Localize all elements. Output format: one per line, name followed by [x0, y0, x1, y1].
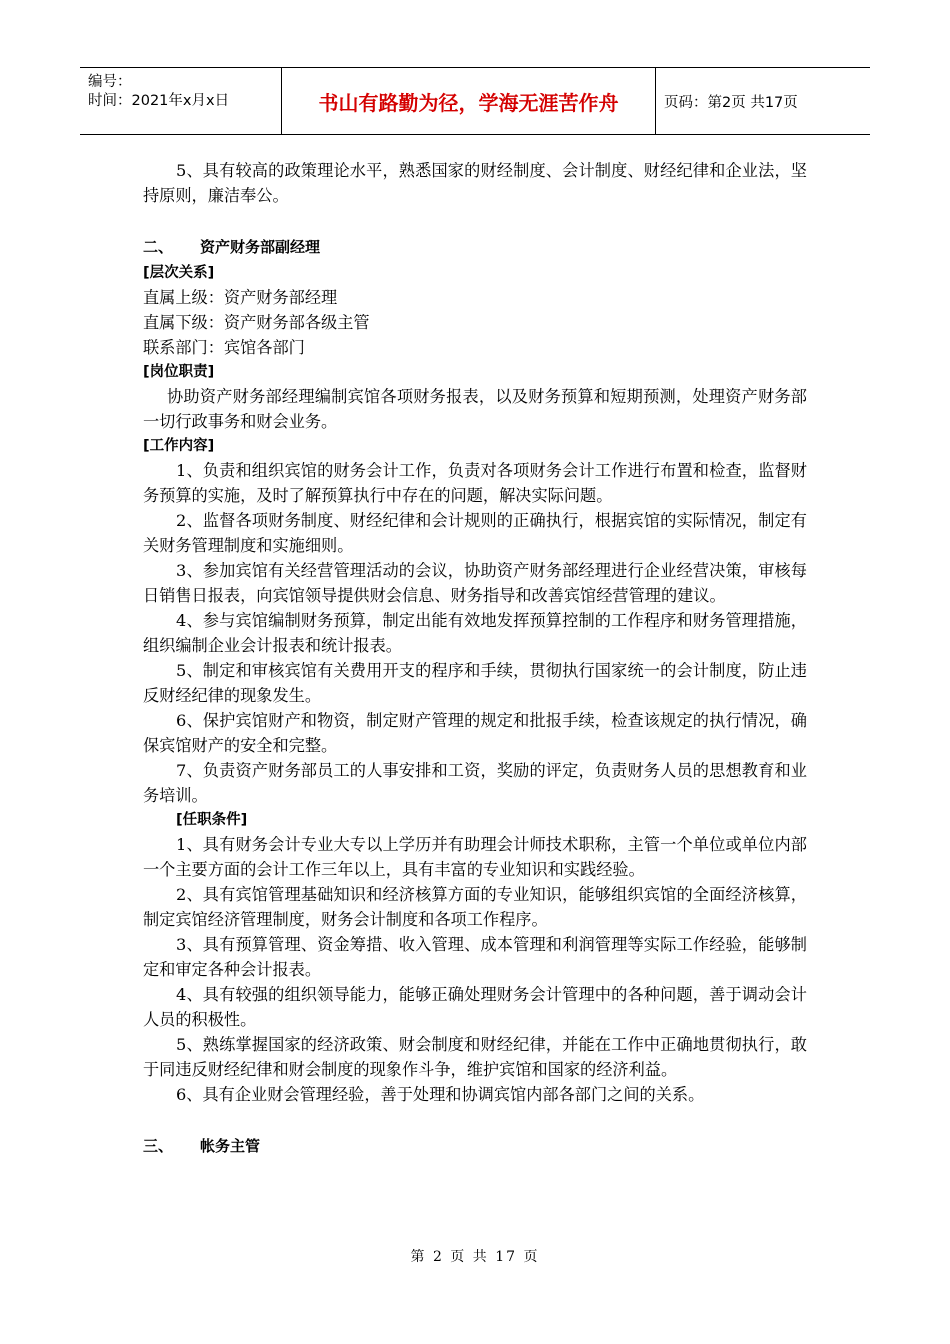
hierarchy-label: [层次关系]: [143, 265, 215, 281]
qualification-label: [任职条件]: [176, 812, 248, 828]
qualification-item: 6、具有企业财会管理经验，善于处理和协调宾馆内部各部门之间的关系。: [176, 1085, 705, 1104]
qualification-item: 3、具有预算管理、资金筹措、收入管理、成本管理和利润管理等实际工作经验，能够制定和审定各种会计报表。: [143, 935, 807, 979]
superior-line: 直属上级：资产财务部经理: [143, 288, 338, 307]
section-title: 帐务主管: [200, 1137, 261, 1155]
work-item: 3、参加宾馆有关经营管理活动的会议，协助资产财务部经理进行企业经营决策，审核每日销售日报表，向宾馆领导提供财会信息、财务指导和改善宾馆经营管理的建议。: [143, 561, 807, 605]
time-label: 时间：2021年x月x日: [88, 93, 230, 109]
qualification-item: 4、具有较强的组织领导能力，能够正确处理财务会计管理中的各种问题，善于调动会计人员的积极性。: [143, 985, 807, 1029]
work-item: 7、负责资产财务部员工的人事安排和工资，奖励的评定，负责财务人员的思想教育和业务培训。: [143, 761, 807, 805]
page-footer: 第 2 页 共 17 页: [410, 1249, 540, 1265]
section-heading: [143, 234, 807, 261]
section-number: 二、: [143, 238, 174, 256]
subordinate-line: 直属下级：资产财务部各级主管: [143, 313, 370, 332]
section-title: 资产财务部副经理: [200, 238, 321, 256]
work-label: [工作内容]: [143, 438, 215, 454]
work-item: 5、制定和审核宾馆有关费用开支的程序和手续，贯彻执行国家统一的会计制度，防止违反财经纪律的现象发生。: [143, 661, 807, 705]
work-item: 2、监督各项财务制度、财经纪律和会计规则的正确执行，根据宾馆的实际情况，制定有关财务管理制度和实施细则。: [143, 511, 807, 555]
duty-text: 协助资产财务部经理编制宾馆各项财务报表，以及财务预算和短期预测，处理资产财务部一切行政事务和财会业务。: [143, 387, 807, 431]
contact-line: 联系部门：宾馆各部门: [143, 338, 305, 357]
page-header: [80, 67, 870, 135]
section-heading: [143, 1133, 807, 1160]
header-meta: [80, 68, 282, 134]
intro-item: 5、具有较高的政策理论水平，熟悉国家的财经制度、会计制度、财经纪律和企业法，坚持原则，廉洁奉公。: [143, 161, 807, 205]
header-motto: 书山有路勤为径，学海无涯苦作舟: [282, 68, 656, 134]
duty-label: [岗位职责]: [143, 364, 215, 380]
work-item: 6、保护宾馆财产和物资，制定财产管理的规定和批报手续，检查该规定的执行情况，确保宾馆财产的安全和完整。: [143, 711, 807, 755]
document-body: [143, 158, 807, 1160]
qualification-item: 2、具有宾馆管理基础知识和经济核算方面的专业知识，能够组织宾馆的全面经济核算，制定宾馆经济管理制度，财务会计制度和各项工作程序。: [143, 885, 807, 929]
work-item: 4、参与宾馆编制财务预算，制定出能有效地发挥预算控制的工作程序和财务管理措施，组织编制企业会计报表和统计报表。: [143, 611, 807, 655]
qualification-item: 1、具有财务会计专业大专以上学历并有助理会计师技术职称，主管一个单位或单位内部一个主要方面的会计工作三年以上，具有丰富的专业知识和实践经验。: [143, 835, 807, 879]
section-number: 三、: [143, 1137, 174, 1155]
work-item: 1、负责和组织宾馆的财务会计工作，负责对各项财务会计工作进行布置和检查，监督财务预算的实施，及时了解预算执行中存在的问题，解决实际问题。: [143, 461, 807, 505]
code-label: 编号：: [88, 74, 132, 90]
qualification-item: 5、熟练掌握国家的经济政策、财会制度和财经纪律，并能在工作中正确地贯彻执行，敢于同违反财经纪律和财会制度的现象作斗争，维护宾馆和国家的经济利益。: [143, 1035, 807, 1079]
header-page-info: 页码：第2页 共17页: [664, 94, 798, 111]
